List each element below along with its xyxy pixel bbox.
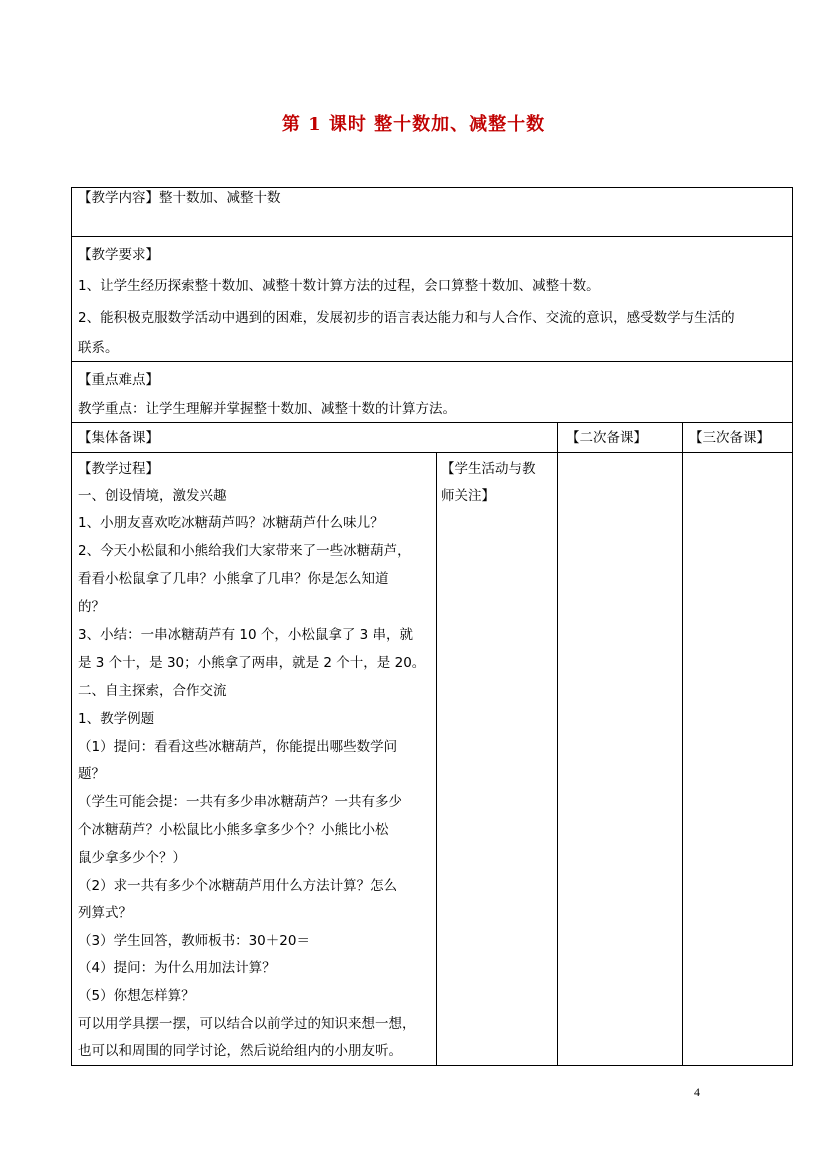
header-collective: 【集体备课】 xyxy=(78,430,159,446)
process-line: （5）你想怎样算？ xyxy=(78,988,195,1004)
side-heading-cont: 师关注】 xyxy=(441,488,495,504)
process-line: （学生可能会提：一共有多少串冰糖葫芦？一共有多少 xyxy=(78,794,402,810)
header-second: 【二次备课】 xyxy=(566,430,647,446)
process-line: 二、自主探索，合作交流 xyxy=(78,683,227,699)
process-line: 1、小朋友喜欢吃冰糖葫芦吗？冰糖葫芦什么味儿？ xyxy=(78,515,384,531)
process-line: （1）提问：看看这些冰糖葫芦，你能提出哪些数学问 xyxy=(78,739,398,755)
side-heading: 【学生活动与教 xyxy=(441,461,536,477)
process-line: 一、创设情境，激发兴趣 xyxy=(78,488,227,504)
process-line: 2、今天小松鼠和小熊给我们大家带来了一些冰糖葫芦， xyxy=(78,543,411,559)
requirements-item-2: 2、能积极克服数学活动中遇到的困难，发展初步的语言表达能力和与人合作、交流的意识，感受数学与生活的 xyxy=(78,310,735,326)
process-line: 题？ xyxy=(78,766,105,782)
header-third: 【三次备课】 xyxy=(689,430,770,446)
process-line: 也可以和周围的同学讨论，然后说给组内的小朋友听。 xyxy=(78,1043,402,1059)
key-points-heading: 【重点难点】 xyxy=(78,372,159,388)
key-points-text: 教学重点：让学生理解并掌握整十数加、减整十数的计算方法。 xyxy=(78,401,456,417)
process-line: 的？ xyxy=(78,599,105,615)
process-line: 1、教学例题 xyxy=(78,711,155,727)
process-line: 可以用学具摆一摆，可以结合以前学过的知识来想一想， xyxy=(78,1016,416,1032)
content-row: 【教学内容】整十数加、减整十数 xyxy=(78,190,281,206)
process-line: 3、小结：一串冰糖葫芦有 10 个，小松鼠拿了 3 串，就 xyxy=(78,627,414,643)
process-line: （4）提问：为什么用加法计算？ xyxy=(78,960,276,976)
requirements-heading: 【教学要求】 xyxy=(78,247,159,263)
process-line: 看看小松鼠拿了几串？小熊拿了几串？你是怎么知道 xyxy=(78,571,389,587)
process-line: 【教学过程】 xyxy=(78,461,159,477)
process-line: （2）求一共有多少个冰糖葫芦用什么方法计算？怎么 xyxy=(78,878,398,894)
process-line: 个冰糖葫芦？小松鼠比小熊多拿多少个？小熊比小松 xyxy=(78,822,389,838)
page-number: 4 xyxy=(694,1085,700,1099)
process-line: 鼠少拿多少个？） xyxy=(78,850,186,866)
page-title: 第 1 课时 整十数加、减整十数 xyxy=(281,114,546,135)
requirements-item-2-cont: 联系。 xyxy=(78,340,119,356)
process-line: 列算式？ xyxy=(78,905,132,921)
process-line: （3）学生回答，教师板书：30＋20＝ xyxy=(78,933,310,949)
requirements-item-1: 1、让学生经历探索整十数加、减整十数计算方法的过程，会口算整十数加、减整十数。 xyxy=(78,278,600,294)
process-line: 是 3 个十，是 30；小熊拿了两串，就是 2 个十，是 20。 xyxy=(78,655,426,671)
